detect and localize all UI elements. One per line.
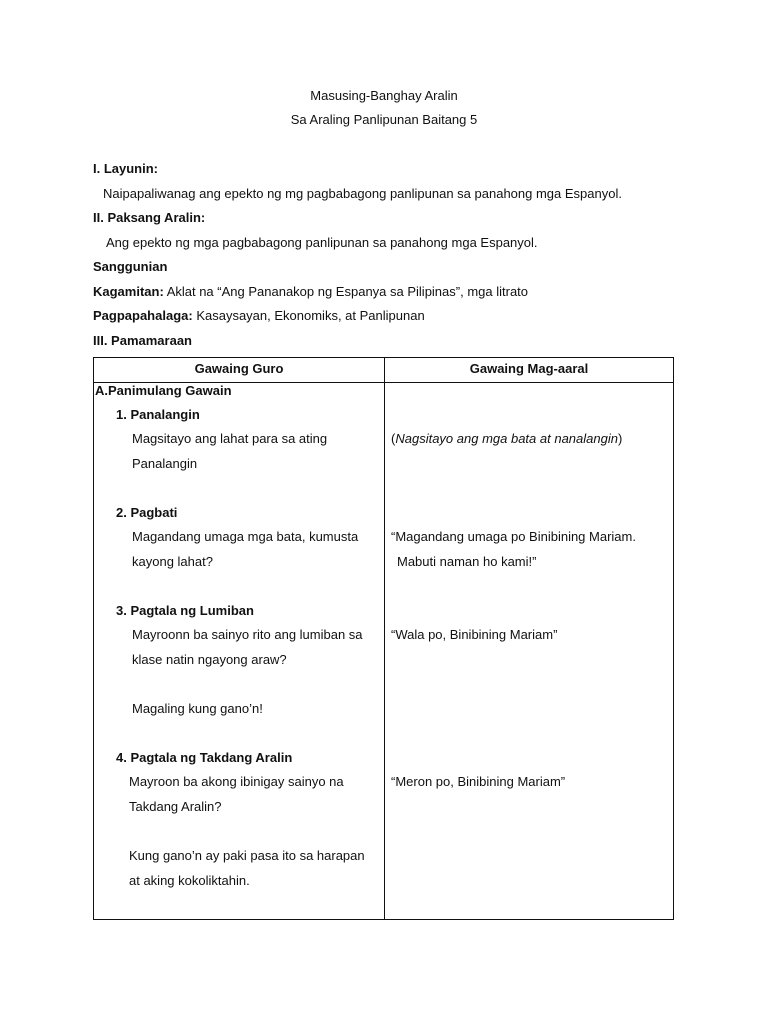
layunin-text: Naipapaliwanag ang epekto ng mg pagbabagong panlipunan sa panahong mga Espanyol. [103, 186, 622, 201]
activity-table [93, 357, 674, 920]
item2-guro-line1: Magandang umaga mga bata, kumusta [132, 529, 359, 544]
table-column-divider [384, 358, 385, 919]
item1-magaaral-response: (Nagsitayo ang mga bata at nanalangin) [391, 431, 623, 446]
item2-magaaral-line2: Mabuti naman ho kami!” [397, 554, 537, 569]
item3-title: 3. Pagtala ng Lumiban [116, 603, 254, 618]
pamamaraan-heading: III. Pamamaraan [93, 333, 192, 348]
item3-guro-line2: klase natin ngayong araw? [132, 652, 287, 667]
item2-magaaral-line1: “Magandang umaga po Binibining Mariam. [391, 529, 636, 544]
paksang-aralin-heading: II. Paksang Aralin: [93, 210, 206, 225]
layunin-heading: I. Layunin: [93, 161, 158, 176]
item4-guro-line3: Kung gano’n ay paki pasa ito sa harapan [129, 848, 365, 863]
item4-guro-line4: at aking kokoliktahin. [129, 873, 250, 888]
item1-guro-line1: Magsitayo ang lahat para sa ating [132, 431, 328, 446]
item4-guro-line2: Takdang Aralin? [129, 799, 222, 814]
paksang-aralin-text: Ang epekto ng mga pagbabagong panlipunan sa panahong mga Espanyol. [106, 235, 538, 250]
kagamitan-text: Aklat na “Ang Pananakop ng Espanya sa Pilipinas”, mga litrato [163, 284, 529, 299]
pagpapahalaga-line [93, 308, 425, 324]
item3-guro-line3: Magaling kung gano’n! [132, 701, 263, 716]
item4-title: 4. Pagtala ng Takdang Aralin [116, 750, 293, 765]
column-header-guro: Gawaing Guro [194, 361, 284, 376]
item4-magaaral-response: “Meron po, Binibining Mariam” [391, 774, 566, 789]
item1-guro-line2: Panalangin [132, 456, 198, 471]
item2-guro-line2: kayong lahat? [132, 554, 213, 569]
column-header-magaaral: Gawaing Mag-aaral [469, 361, 589, 376]
document-title: Masusing-Banghay Aralin [310, 88, 458, 103]
sanggunian-heading: Sanggunian [93, 259, 168, 274]
pagpapahalaga-label: Pagpapahalaga: [93, 308, 193, 323]
item3-guro-line1: Mayroonn ba sainyo rito ang lumiban sa [132, 627, 363, 642]
kagamitan-line [93, 284, 528, 300]
document-subtitle: Sa Araling Panlipunan Baitang 5 [290, 112, 478, 127]
section-a-heading: A.Panimulang Gawain [95, 383, 232, 398]
pagpapahalaga-text: Kasaysayan, Ekonomiks, at Panlipunan [192, 308, 425, 323]
item4-guro-line1: Mayroon ba akong ibinigay sainyo na [129, 774, 344, 789]
item2-title: 2. Pagbati [116, 505, 178, 520]
item1-title: 1. Panalangin [116, 407, 200, 422]
kagamitan-label: Kagamitan: [93, 284, 164, 299]
item3-magaaral-response: “Wala po, Binibining Mariam” [391, 627, 558, 642]
